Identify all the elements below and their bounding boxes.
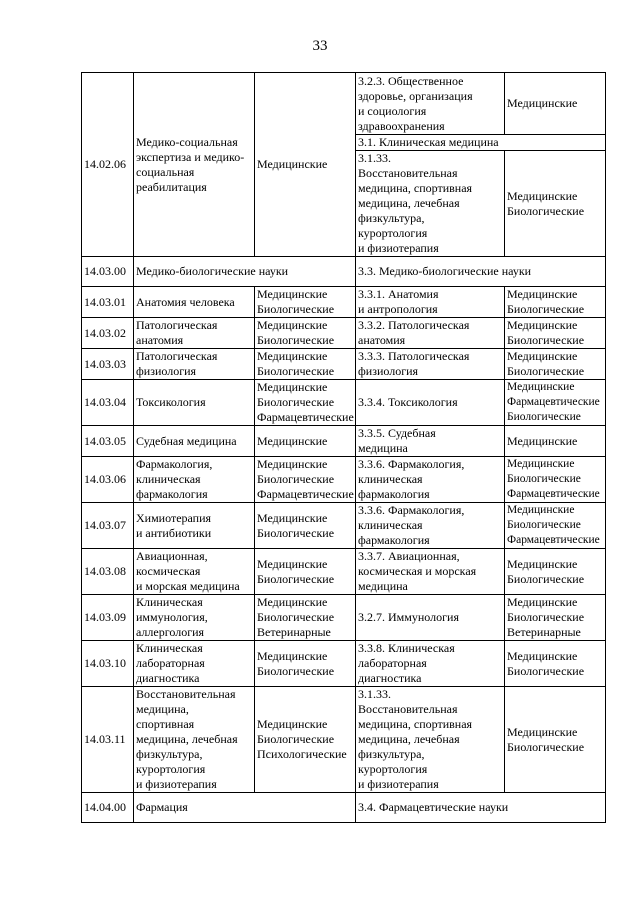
specialty-cell-line: космическая и морская [358,564,477,578]
specialty-cell [356,318,505,349]
specialty-cell-line: 3.3.5. Судебная [358,426,436,440]
code-cell: 14.03.04 [82,380,134,426]
branches-cell [255,426,356,457]
code-cell: 14.02.06 [82,73,134,257]
name-cell-line: курортология [136,762,206,776]
name-cell-line: Патологическая [136,349,218,363]
specialties-table [81,72,606,823]
specialty-cell-line: курортология [358,226,428,240]
code-cell: 14.03.06 [82,457,134,503]
specialty-branches-cell-line: Медицинские [507,381,575,393]
specialty-branches-cell [505,457,606,503]
branches-cell-line: Биологические [257,395,335,409]
specialty-cell-line: 3.3.2. Патологическая [358,318,470,332]
specialty-cell-line: клиническая [358,518,423,532]
name-cell-line: диагностика [136,671,200,685]
specialty-cell-line: 3.3.1. Анатомия [358,287,439,301]
name-cell-line: реабилитация [136,179,207,194]
name-cell [134,73,255,257]
branches-cell [255,287,356,318]
code-cell: 14.03.10 [82,641,134,687]
specialty-cell-line: 3.1.33. [358,687,391,701]
name-cell-line: Патологическая [136,318,218,332]
specialty-cell-line: и физиотерапия [358,241,439,255]
name-cell [134,687,255,793]
code-cell: 14.03.11 [82,687,134,793]
specialty-cell [356,641,505,687]
specialty-branches-cell [505,641,606,687]
table-row [82,257,606,287]
branches-cell-line: Медицинские [257,157,328,171]
specialty-cell-line: физкультура, [358,747,425,761]
branches-cell-line: Медицинские [257,595,328,609]
specialty-branches-cell [505,287,606,318]
specialty-cell [356,426,505,457]
specialty-branches-cell-line: Медицинские [507,96,578,110]
page-number: 33 [312,38,328,54]
specialty-branches-cell [505,380,606,426]
specialty-cell-line: 3.3.6. Фармакология, [358,503,465,517]
specialty-branches-cell [505,73,606,135]
name-cell [134,457,255,503]
branches-cell-line: Биологические [257,302,335,316]
branches-cell [255,349,356,380]
branches-cell [255,457,356,503]
table-row [82,380,606,426]
specialty-cell-line: 3.3.7. Авиационная, [358,549,460,563]
specialty-cell-line: здоровье, организация [358,88,473,103]
specialty-cell [356,287,505,318]
branches-cell [255,641,356,687]
name-cell-line: Фармация [136,800,188,814]
specialty-cell-line: лабораторная [358,656,427,670]
specialty-branches-cell-line: Фармацевтические [507,396,600,408]
name-cell-line: анатомия [136,333,184,347]
specialty-cell-line: и антропология [358,302,438,316]
specialty-cell-line: 3.3. Медико-биологические науки [358,264,532,278]
specialty-cell-line: 3.3.4. Токсикология [358,395,458,409]
specialty-branches-cell [505,349,606,380]
branches-cell-line: Биологические [257,663,335,678]
branches-cell-line: Фармацевтические [257,487,354,501]
specialty-branches-cell [505,687,606,793]
name-cell-line: Авиационная, [136,549,208,563]
specialty-cell-line: 3.1.33. [358,151,391,165]
specialty-branches-cell-line: Биологические [507,203,585,218]
specialty-cell-line: здравоохранения [358,118,445,133]
code-cell: 14.03.02 [82,318,134,349]
specialty-cell-line: Восстановительная [358,166,458,180]
specialty-branches-cell-line: Медицинские [507,433,578,448]
name-cell-line: физиология [136,364,197,378]
name-cell-line: Клиническая [136,641,203,655]
specialty-branches-cell [505,426,606,457]
code-cell: 14.03.01 [82,287,134,318]
specialty-branches-cell-line: Биологические [507,473,581,485]
table-row [82,457,606,503]
specialty-cell-line: 3.2.7. Иммунология [358,610,459,624]
name-cell-line: лабораторная [136,656,205,670]
branches-cell-line: Биологические [257,472,335,486]
specialty-branches-cell-line: Медицинские [507,287,578,301]
specialty-cell-line: медицина, лечебная [358,732,460,746]
name-cell [134,641,255,687]
branches-cell-line: Психологические [257,747,347,761]
specialty-cell-line: и социология [358,103,427,118]
specialty-cell [356,549,505,595]
specialty-cell [356,457,505,503]
table-row [82,549,606,595]
name-cell-line: Медико-социальная [136,134,238,149]
table-row [82,73,606,135]
code-cell: 14.03.08 [82,549,134,595]
name-cell-line: физкультура, [136,747,203,761]
name-cell-line: социальная [136,164,195,179]
specialty-cell [356,687,505,793]
specialty-cell-line: медицина, спортивная [358,717,473,731]
name-cell-line: спортивная [136,717,195,731]
specialty-branches-cell-line: Биологические [507,571,585,586]
table-row [82,287,606,318]
specialty-branches-cell-line: Медицинские [507,724,578,739]
specialty-cell-line: и физиотерапия [358,777,439,791]
branches-cell-line: Медицинские [257,556,328,571]
specialty-cell [356,349,505,380]
branches-cell [255,380,356,426]
specialty-branches-cell-line: Медицинские [507,504,575,516]
name-cell-line: Токсикология [136,395,206,409]
specialty-branches-cell-line: Медицинские [507,349,578,363]
specialty-branches-cell-line: Медицинские [507,318,578,332]
specialty-cell-line: 3.1. Клиническая медицина [358,135,499,149]
specialty-branches-cell [505,503,606,549]
branches-cell-line: Медицинские [257,349,328,363]
specialty-cell [356,73,505,135]
name-cell-line: иммунология, [136,610,208,624]
branches-cell-line: Медицинские [257,433,328,448]
specialty-branches-cell [505,151,606,257]
specialty-cell [356,380,505,426]
branches-cell-line: Медицинские [257,380,328,394]
name-cell [134,287,255,318]
code-cell: 14.03.05 [82,426,134,457]
specialty-cell-line: фармакология [358,487,430,501]
specialty-cell-line: фармакология [358,533,430,547]
specialty-branches-cell-line: Биологические [507,333,585,347]
specialty-cell [356,793,606,823]
specialty-branches-cell-line: Ветеринарные [507,625,581,639]
branches-cell-line: Медицинские [257,648,328,663]
name-cell-line: аллергология [136,625,205,639]
specialty-branches-cell [505,318,606,349]
name-cell-line: Судебная медицина [136,433,237,448]
specialty-branches-cell-line: Биологические [507,364,585,378]
specialty-cell [356,257,606,287]
name-cell-line: Медико-биологические науки [136,264,289,278]
specialty-branches-cell-line: Биологические [507,610,585,624]
code-cell: 14.04.00 [82,793,134,823]
branches-cell-line: Биологические [257,571,335,586]
specialty-cell-line: курортология [358,762,428,776]
name-cell-line: и антибиотики [136,525,212,540]
specialty-cell-line: 3.3.3. Патологическая [358,349,470,363]
name-cell-line: фармакология [136,487,208,501]
table-row [82,318,606,349]
table-row [82,687,606,793]
specialty-branches-cell-line: Медицинские [507,556,578,571]
name-cell-line: экспертиза и медико- [136,149,245,164]
specialty-branches-cell-line: Биологические [507,302,585,316]
table-row [82,426,606,457]
code-cell: 14.03.07 [82,503,134,549]
table-row [82,503,606,549]
branches-cell-line: Медицинские [257,287,328,301]
name-cell-line: медицина, лечебная [136,732,238,746]
name-cell-line: Фармакология, [136,457,213,471]
branches-cell-line: Медицинские [257,510,328,525]
branches-cell-line: Медицинские [257,318,328,332]
name-cell-line: Анатомия человека [136,294,235,309]
specialty-branches-cell-line: Фармацевтические [507,488,600,500]
table-row [82,349,606,380]
name-cell [134,595,255,641]
specialty-cell-line: медицина, спортивная [358,181,473,195]
specialty-cell-line: 3.2.3. Общественное [358,73,464,88]
branches-cell-line: Фармацевтические [257,410,354,424]
specialty-cell [356,135,606,151]
code-cell: 14.03.03 [82,349,134,380]
specialty-cell [356,151,505,257]
specialty-cell-line: медицина [358,441,408,455]
branches-cell-line: Медицинские [257,457,328,471]
specialty-cell [356,503,505,549]
specialty-branches-cell-line: Медицинские [507,458,575,470]
specialty-cell-line: физиология [358,364,419,378]
branches-cell [255,687,356,793]
code-cell: 14.03.09 [82,595,134,641]
name-cell-line: Химиотерапия [136,510,212,525]
branches-cell-line: Биологические [257,610,335,624]
specialty-branches-cell [505,549,606,595]
specialty-branches-cell-line: Биологические [507,519,581,531]
specialty-cell-line: 3.3.6. Фармакология, [358,457,465,471]
specialty-cell-line: физкультура, [358,211,425,225]
specialty-branches-cell-line: Биологические [507,739,585,754]
name-cell [134,426,255,457]
branches-cell-line: Биологические [257,732,335,746]
branches-cell [255,503,356,549]
code-cell: 14.03.00 [82,257,134,287]
branches-cell-line: Медицинские [257,717,328,731]
specialty-cell-line: клиническая [358,472,423,486]
name-cell-line: и морская медицина [136,579,240,593]
specialty-branches-cell-line: Биологические [507,411,581,423]
name-cell [134,380,255,426]
branches-cell-line: Биологические [257,364,335,378]
branches-cell-line: Ветеринарные [257,625,331,639]
branches-cell [255,595,356,641]
specialty-cell-line: диагностика [358,671,422,685]
specialty-cell-line: Восстановительная [358,702,458,716]
specialty-branches-cell-line: Медицинские [507,188,578,203]
specialty-branches-cell-line: Медицинские [507,595,578,609]
branches-cell-line: Биологические [257,525,335,540]
name-cell [134,318,255,349]
name-cell [134,793,356,823]
specialty-branches-cell [505,595,606,641]
name-cell [134,349,255,380]
specialty-cell-line: 3.3.8. Клиническая [358,641,455,655]
specialty-branches-cell-line: Фармацевтические [507,534,600,546]
name-cell-line: Восстановительная [136,687,236,701]
name-cell-line: Клиническая [136,595,203,609]
specialty-branches-cell-line: Медицинские [507,648,578,663]
specialty-branches-cell-line: Биологические [507,663,585,678]
table-row [82,641,606,687]
name-cell [134,503,255,549]
specialty-cell-line: анатомия [358,333,406,347]
table-row [82,793,606,823]
name-cell-line: клиническая [136,472,201,486]
name-cell [134,549,255,595]
branches-cell [255,549,356,595]
specialty-cell [356,595,505,641]
specialty-cell-line: медицина [358,579,408,593]
specialty-cell-line: медицина, лечебная [358,196,460,210]
branches-cell [255,318,356,349]
name-cell-line: медицина, [136,702,189,716]
branches-cell [255,73,356,257]
specialty-cell-line: 3.4. Фармацевтические науки [358,800,509,814]
name-cell-line: космическая [136,564,201,578]
branches-cell-line: Биологические [257,333,335,347]
table-row [82,595,606,641]
name-cell [134,257,356,287]
name-cell-line: и физиотерапия [136,777,217,791]
